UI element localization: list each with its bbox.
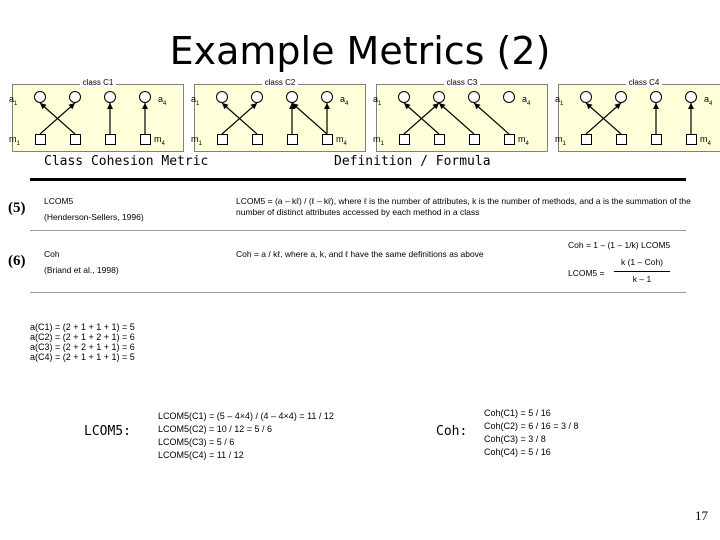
a-value-line: a(C4) = (2 + 1 + 1 + 1) = 5 xyxy=(30,352,135,362)
coh-value-line: Coh(C1) = 5 / 16 xyxy=(484,408,551,418)
class-label-text: class C2 xyxy=(262,78,299,87)
class-label xyxy=(377,78,547,88)
method-label-last xyxy=(518,134,529,149)
a-value-line: a(C2) = (2 + 1 + 2 + 1) = 6 xyxy=(30,332,135,342)
class-label xyxy=(195,78,365,88)
attribute-label-first-index: 1 xyxy=(378,100,382,107)
attribute-label-first xyxy=(373,94,381,109)
coh-label: Coh: xyxy=(436,424,468,439)
attribute-label-last xyxy=(522,94,530,109)
class-label xyxy=(13,78,183,88)
metric-source: (Briand et al., 1998) xyxy=(44,265,119,275)
metric-definition: Coh = a / kℓ, where a, k, and ℓ have the same definitions as above xyxy=(236,249,484,259)
class-label xyxy=(559,78,720,88)
method-node xyxy=(322,134,333,145)
col2-header: Definition / Formula xyxy=(334,154,491,169)
method-label-last-index: 4 xyxy=(343,140,347,147)
lcom5-value-line: LCOM5(C1) = (5 – 4×4) / (4 – 4×4) = 11 / 12 xyxy=(158,411,334,421)
col1-header: Class Cohesion Metric xyxy=(44,154,209,169)
coh-formula: Coh = 1 – (1 – 1/k) LCOM5 xyxy=(568,240,671,250)
coh-value-line: Coh(C3) = 3 / 8 xyxy=(484,434,546,444)
method-label-first xyxy=(555,134,566,149)
method-label-last-index: 4 xyxy=(525,140,529,147)
attribute-label-first-letter: a xyxy=(373,94,379,104)
attribute-label-last-index: 4 xyxy=(709,100,713,107)
method-label-first-index: 1 xyxy=(562,140,566,147)
method-label-first-letter: m xyxy=(373,134,381,144)
attribute-label-last-letter: a xyxy=(704,94,710,104)
method-node xyxy=(616,134,627,145)
attribute-label-last-letter: a xyxy=(158,94,164,104)
lcom5-value-line: LCOM5(C4) = 11 / 12 xyxy=(158,450,244,460)
slide-title: Example Metrics (2) xyxy=(169,29,551,73)
attribute-label-last-index: 4 xyxy=(163,100,167,107)
coh-value-line: Coh(C4) = 5 / 16 xyxy=(484,447,551,457)
attribute-label-first-index: 1 xyxy=(14,100,18,107)
method-label-first xyxy=(191,134,202,149)
attribute-label-last-index: 4 xyxy=(527,100,531,107)
method-label-first-letter: m xyxy=(191,134,199,144)
method-node xyxy=(399,134,410,145)
method-node xyxy=(581,134,592,145)
attribute-node xyxy=(34,91,46,103)
attribute-label-first-index: 1 xyxy=(560,100,564,107)
a-value-line: a(C1) = (2 + 1 + 1 + 1) = 5 xyxy=(30,322,135,332)
metric-name: LCOM5 xyxy=(44,196,74,206)
attribute-node xyxy=(650,91,662,103)
attribute-node xyxy=(251,91,263,103)
attribute-label-last xyxy=(340,94,348,109)
method-label-last-letter: m xyxy=(336,134,344,144)
metric-name: Coh xyxy=(44,249,60,259)
attribute-label-first-letter: a xyxy=(9,94,15,104)
attribute-node xyxy=(468,91,480,103)
attribute-label-first xyxy=(9,94,17,109)
method-node xyxy=(504,134,515,145)
attribute-label-first-letter: a xyxy=(555,94,561,104)
metric-source: (Henderson-Sellers, 1996) xyxy=(44,212,144,222)
attribute-label-last-letter: a xyxy=(522,94,528,104)
method-label-last-letter: m xyxy=(518,134,526,144)
row-number: (5) xyxy=(8,200,26,216)
table-header-rule xyxy=(30,178,686,181)
method-label-last xyxy=(700,134,711,149)
coh-values xyxy=(484,407,579,459)
row-number: (6) xyxy=(8,253,26,269)
method-label-last-letter: m xyxy=(700,134,708,144)
method-label-first-index: 1 xyxy=(16,140,20,147)
method-label-last xyxy=(336,134,347,149)
method-label-first-letter: m xyxy=(9,134,17,144)
lcom5-formula-numerator: k (1 – Coh) xyxy=(620,257,664,267)
lcom5-formula-lhs: LCOM5 = xyxy=(568,268,605,278)
attribute-node xyxy=(139,91,151,103)
method-node xyxy=(469,134,480,145)
method-node xyxy=(651,134,662,145)
attribute-node xyxy=(69,91,81,103)
attribute-node xyxy=(398,91,410,103)
method-label-first xyxy=(9,134,20,149)
method-node xyxy=(287,134,298,145)
method-node xyxy=(686,134,697,145)
lcom5-label: LCOM5: xyxy=(84,424,131,439)
method-label-last xyxy=(154,134,165,149)
method-label-first-index: 1 xyxy=(380,140,384,147)
class-label-text: class C4 xyxy=(626,78,663,87)
attribute-node xyxy=(503,91,515,103)
method-label-first xyxy=(373,134,384,149)
attribute-label-last xyxy=(158,94,166,109)
attribute-node xyxy=(104,91,116,103)
attribute-node xyxy=(216,91,228,103)
attribute-node xyxy=(286,91,298,103)
coh-value-line: Coh(C2) = 6 / 16 = 3 / 8 xyxy=(484,421,579,431)
attribute-node xyxy=(433,91,445,103)
attribute-node xyxy=(580,91,592,103)
method-node xyxy=(140,134,151,145)
attribute-label-last-letter: a xyxy=(340,94,346,104)
a-value-line: a(C3) = (2 + 2 + 1 + 1) = 6 xyxy=(30,342,135,352)
attribute-label-last-index: 4 xyxy=(345,100,349,107)
method-node xyxy=(105,134,116,145)
method-node xyxy=(70,134,81,145)
method-label-last-index: 4 xyxy=(161,140,165,147)
a-values xyxy=(30,322,135,362)
table-row-rule xyxy=(30,230,686,231)
attribute-node xyxy=(615,91,627,103)
lcom5-formula-denominator: k – 1 xyxy=(632,274,652,284)
metric-definition: LCOM5 = (a – kℓ) / (ℓ – kℓ), where ℓ is the number of attributes, k is the number of methods, and a is the summation of the number of distinct attributes accessed by each method in a class xyxy=(236,196,691,217)
page-number: 17 xyxy=(695,508,708,523)
class-label-text: class C3 xyxy=(444,78,481,87)
table-bottom-rule xyxy=(30,292,686,293)
method-node xyxy=(217,134,228,145)
attribute-node xyxy=(685,91,697,103)
method-node xyxy=(35,134,46,145)
method-node xyxy=(434,134,445,145)
lcom5-value-line: LCOM5(C3) = 5 / 6 xyxy=(158,437,235,447)
class-label-text: class C1 xyxy=(80,78,117,87)
attribute-label-last xyxy=(704,94,712,109)
method-label-last-index: 4 xyxy=(707,140,711,147)
method-label-first-index: 1 xyxy=(198,140,202,147)
attribute-label-first xyxy=(191,94,199,109)
fraction-bar xyxy=(614,271,670,272)
method-label-last-letter: m xyxy=(154,134,162,144)
method-label-first-letter: m xyxy=(555,134,563,144)
attribute-node xyxy=(321,91,333,103)
attribute-label-first-index: 1 xyxy=(196,100,200,107)
attribute-label-first-letter: a xyxy=(191,94,197,104)
attribute-label-first xyxy=(555,94,563,109)
method-node xyxy=(252,134,263,145)
lcom5-value-line: LCOM5(C2) = 10 / 12 = 5 / 6 xyxy=(158,424,273,434)
lcom5-values xyxy=(158,410,334,462)
